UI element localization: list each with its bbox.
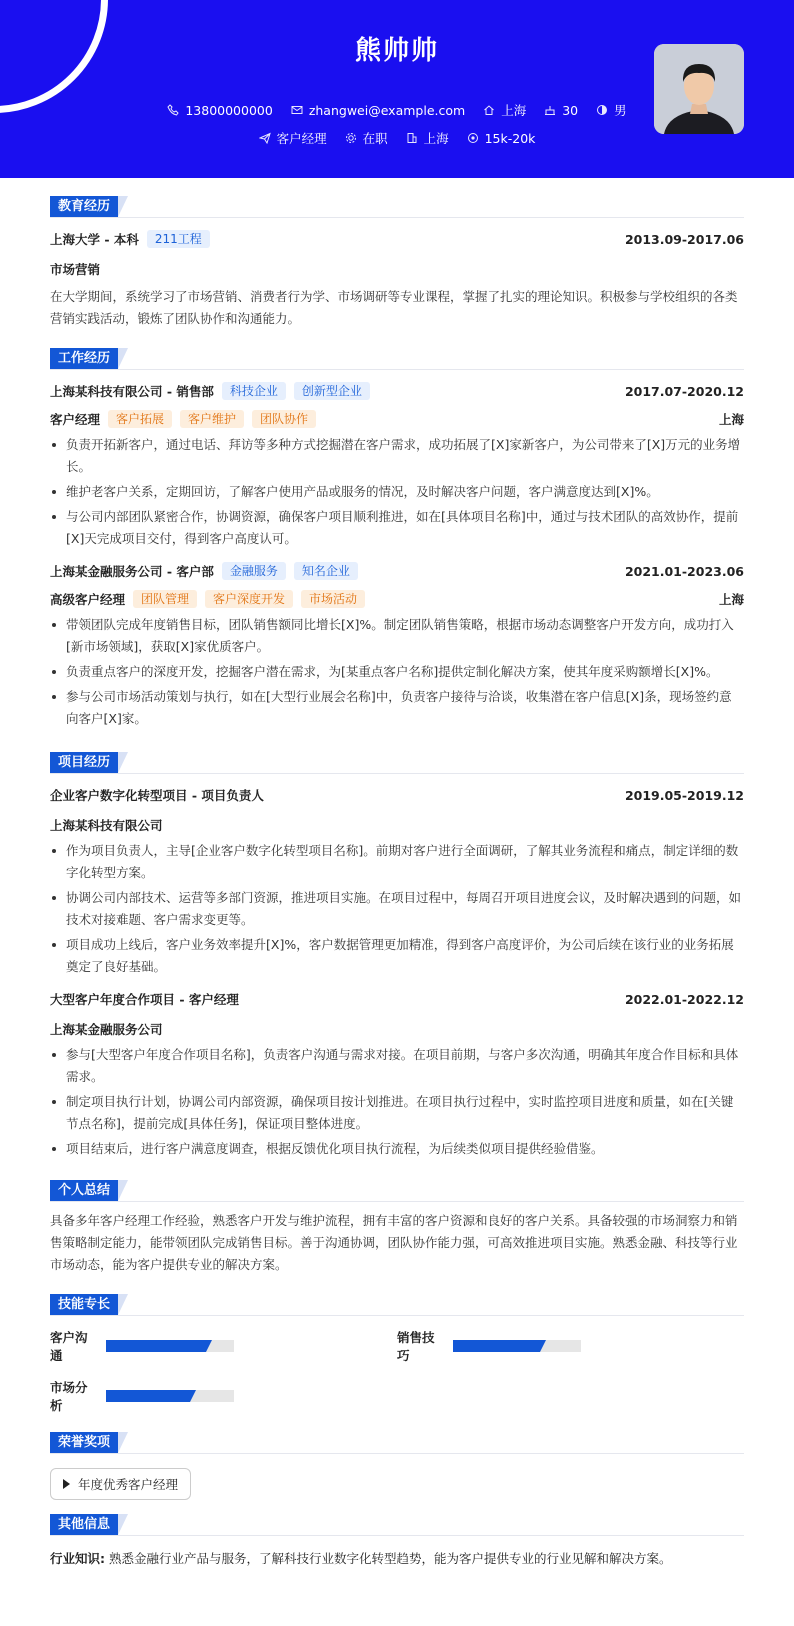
other-section: [50, 1514, 744, 1570]
other-title: 其他信息: [50, 1514, 118, 1535]
skill-bar: [453, 1340, 581, 1352]
phone-icon: [167, 104, 179, 116]
list-item: 参与[大型客户年度合作项目名称]，负责客户沟通与需求对接。在项目前期，与客户多次沟通，明确其年度合作目标和具体需求。: [50, 1044, 744, 1088]
skill-bar-fill: [106, 1340, 206, 1352]
project-company: 上海某金融服务公司: [50, 1022, 163, 1037]
avatar-illustration: [654, 44, 744, 134]
other-text: 熟悉金融行业产品与服务，了解科技行业数字化转型趋势，能为客户提供专业的行业见解和解决方案。: [108, 1551, 672, 1566]
school-name: 上海大学 - 本科: [50, 232, 139, 247]
city-text: 上海: [423, 131, 449, 146]
skill-item: [397, 1328, 744, 1364]
list-item: 参与公司市场活动策划与执行，如在[大型行业展会名称]中，负责客户接待与洽谈，收集潜在客户信息[X]条，现场签约意向客户[X]家。: [50, 686, 744, 730]
salary-text: 15k-20k: [484, 130, 536, 146]
list-item: 负责开拓新客户，通过电话、拜访等多种方式挖掘潜在客户需求，成功拓展了[X]家新客户，为公司带来了[X]万元的业务增长。: [50, 434, 744, 478]
list-item: 负责重点客户的深度开发，挖掘客户潜在需求，为[某重点客户名称]提供定制化解决方案，使其年度采购额增长[X]%。: [50, 661, 744, 683]
company-tag: 知名企业: [294, 562, 358, 580]
location-text: 上海: [501, 103, 527, 118]
mail-icon: [291, 104, 303, 116]
skill-tag: 客户深度开发: [205, 590, 293, 608]
school-tag: 211工程: [147, 230, 210, 248]
skill-tag: 团队协作: [252, 410, 316, 428]
project-period: 2019.05-2019.12: [624, 787, 744, 803]
work-period: 2021.01-2023.06: [624, 563, 744, 579]
education-title: 教育经历: [50, 196, 118, 217]
email-info: [291, 101, 465, 119]
list-item: 协调公司内部技术、运营等多部门资源，推进项目实施。在项目过程中，每周召开项目进度会议，及时解决遇到的问题，如技术对接难题、客户需求变更等。: [50, 887, 744, 931]
summary-title: 个人总结: [50, 1180, 118, 1201]
skill-bar-fill: [453, 1340, 540, 1352]
gender-text: 男: [614, 103, 627, 118]
project-company: 上海某科技有限公司: [50, 818, 163, 833]
skill-tag: 客户拓展: [108, 410, 172, 428]
summary-section: [50, 1180, 744, 1276]
education-section: [50, 196, 744, 330]
skill-bar: [106, 1390, 234, 1402]
company-tag: 科技企业: [222, 382, 286, 400]
list-item: 项目成功上线后，客户业务效率提升[X]%，客户数据管理更加精准，得到客户高度评价，为公司后续在该行业的业务拓展奠定了良好基础。: [50, 934, 744, 978]
major: 市场营销: [50, 262, 101, 277]
other-info: [50, 1548, 744, 1570]
skill-bar: [106, 1340, 234, 1352]
projects-section: [50, 752, 744, 1160]
location-info: [483, 101, 526, 119]
award-item[interactable]: [50, 1468, 191, 1500]
project-item: [50, 990, 744, 1160]
list-item: 与公司内部团队紧密合作，协调资源，确保客户项目顺利推进，如在[具体项目名称]中，通过与技术团队的高效协作，提前[X]天完成项目交付，得到客户高度认可。: [50, 506, 744, 550]
email-text: zhangwei@example.com: [308, 102, 466, 118]
phone-text: 13800000000: [185, 102, 273, 118]
project-name: 企业客户数字化转型项目 - 项目负责人: [50, 788, 264, 803]
summary-text: 具备多年客户经理工作经验，熟悉客户开发与维护流程，拥有丰富的客户资源和良好的客户关系。具备较强的市场洞察力和销售策略制定能力，能带领团队完成销售目标。善于沟通协调，团队协作能力强，可高效推进项目实施。熟悉金融、科技等行业市场动态，能为客户提供专业的解决方案。: [50, 1213, 738, 1272]
work-item: [50, 562, 744, 730]
other-label: 行业知识:: [50, 1551, 105, 1566]
education-desc: 在大学期间，系统学习了市场营销、消费者行为学、市场调研等专业课程，掌握了扎实的理论知识。积极参与学校组织的各类营销实践活动，锻炼了团队协作和沟通能力。: [50, 289, 738, 326]
skill-item: [50, 1378, 397, 1414]
skills-section: [50, 1294, 744, 1414]
skills-grid: [50, 1328, 744, 1414]
status-text: 在职: [362, 131, 388, 146]
list-item: 制定项目执行计划，协调公司内部资源，确保项目按计划推进。在项目执行过程中，实时监控项目进度和质量，如在[关键节点名称]，提前完成[具体任务]，保证项目整体进度。: [50, 1091, 744, 1135]
project-period: 2022.01-2022.12: [624, 991, 744, 1007]
company-tag: 金融服务: [222, 562, 286, 580]
projects-title: 项目经历: [50, 752, 118, 773]
resume-header: [0, 0, 794, 178]
skill-bar-fill: [106, 1390, 190, 1402]
skill-label: 销售技巧: [397, 1330, 435, 1363]
age-info: [544, 101, 578, 119]
skill-label: 客户沟通: [50, 1330, 88, 1363]
city-info: [406, 129, 449, 147]
candidate-name: 熊帅帅: [354, 36, 439, 66]
profile-photo: [654, 44, 744, 134]
list-item: 带领团队完成年度销售目标，团队销售额同比增长[X]%。制定团队销售策略，根据市场动态调整客户开发方向，成功打入[新市场领域]，获取[X]家优质客户。: [50, 614, 744, 658]
project-name: 大型客户年度合作项目 - 客户经理: [50, 992, 239, 1007]
role-name: 客户经理: [50, 412, 101, 427]
skills-title: 技能专长: [50, 1294, 118, 1315]
list-item: 作为项目负责人，主导[企业客户数字化转型项目名称]。前期对客户进行全面调研，了解其业务流程和痛点，制定详细的数字化转型方案。: [50, 840, 744, 884]
building-icon: [406, 132, 418, 144]
status-info: [345, 129, 388, 147]
coin-icon: [467, 132, 479, 144]
company-tag: 创新型企业: [294, 382, 370, 400]
cake-icon: [544, 104, 556, 116]
awards-title: 荣誉奖项: [50, 1432, 118, 1453]
list-item: 维护老客户关系，定期回访，了解客户使用产品或服务的情况，及时解决客户问题，客户满意度达到[X]%。: [50, 481, 744, 503]
skill-tag: 团队管理: [133, 590, 197, 608]
role-name: 高级客户经理: [50, 592, 126, 607]
phone-info: [167, 101, 272, 119]
work-city: 上海: [718, 592, 744, 607]
company-name: 上海某科技有限公司 - 销售部: [50, 384, 214, 399]
gender-info: [596, 101, 627, 119]
list-item: 项目结束后，进行客户满意度调查，根据反馈优化项目执行流程，为后续类似项目提供经验借鉴。: [50, 1138, 744, 1160]
gender-icon: [596, 104, 608, 116]
play-icon: [63, 1479, 70, 1489]
gear-icon: [345, 132, 357, 144]
work-period: 2017.07-2020.12: [624, 383, 744, 399]
skill-tag: 客户维护: [180, 410, 244, 428]
awards-section: [50, 1432, 744, 1500]
work-city: 上海: [718, 412, 744, 427]
send-icon: [259, 132, 271, 144]
skill-tag: 市场活动: [301, 590, 365, 608]
company-name: 上海某金融服务公司 - 客户部: [50, 564, 214, 579]
award-label: 年度优秀客户经理: [78, 1477, 179, 1492]
skill-item: [50, 1328, 397, 1364]
job-title-text: 客户经理: [276, 131, 327, 146]
work-title: 工作经历: [50, 348, 118, 369]
skill-label: 市场分析: [50, 1380, 88, 1413]
job-title-info: [259, 129, 327, 147]
education-period: 2013.09-2017.06: [624, 231, 744, 247]
work-section: [50, 348, 744, 730]
home-icon: [483, 104, 495, 116]
age-text: 30: [562, 102, 579, 118]
work-item: [50, 382, 744, 550]
project-item: [50, 786, 744, 978]
salary-info: [467, 129, 536, 147]
